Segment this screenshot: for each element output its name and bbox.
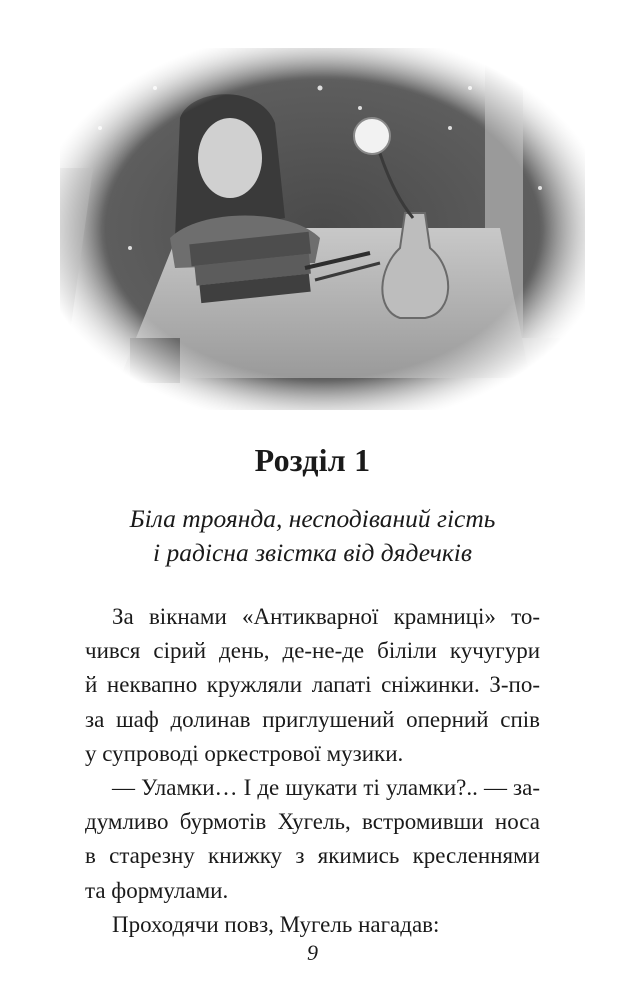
chapter-subtitle-line: Біла троянда, несподіваний гість: [129, 504, 496, 533]
page-number: 9: [307, 940, 318, 965]
text-line: й неквапно кружляли лапаті сніжинки. З-по-: [85, 672, 540, 698]
text-line: за шаф долинав приглушений оперний спів: [85, 706, 540, 732]
text-line: — Уламки… І де шукати ті уламки?.. — за-: [112, 775, 540, 801]
text-line: Проходячи повз, Мугель нагадав:: [112, 911, 440, 937]
body-text: [85, 600, 540, 942]
chapter-subtitle: [0, 502, 625, 570]
paragraph: [85, 600, 540, 771]
paragraph: [85, 771, 540, 908]
chapter-subtitle-line: і радісна звістка від дядечків: [153, 538, 472, 567]
chapter-illustration: [60, 48, 585, 410]
text-line: та формулами.: [85, 877, 229, 903]
paragraph: [85, 908, 540, 942]
text-line: думливо бурмотів Хугель, встромивши носа: [85, 809, 540, 835]
text-line: За вікнами «Антикварної крамниці» то-: [112, 604, 540, 629]
text-line: в старезну книжку з якимись кресленнями: [85, 843, 540, 869]
text-line: у супроводі оркестрової музики.: [85, 740, 404, 766]
chapter-heading: Розділ 1: [254, 442, 371, 478]
text-line: чився сірий день, де-не-де біліли кучугури: [85, 638, 540, 664]
